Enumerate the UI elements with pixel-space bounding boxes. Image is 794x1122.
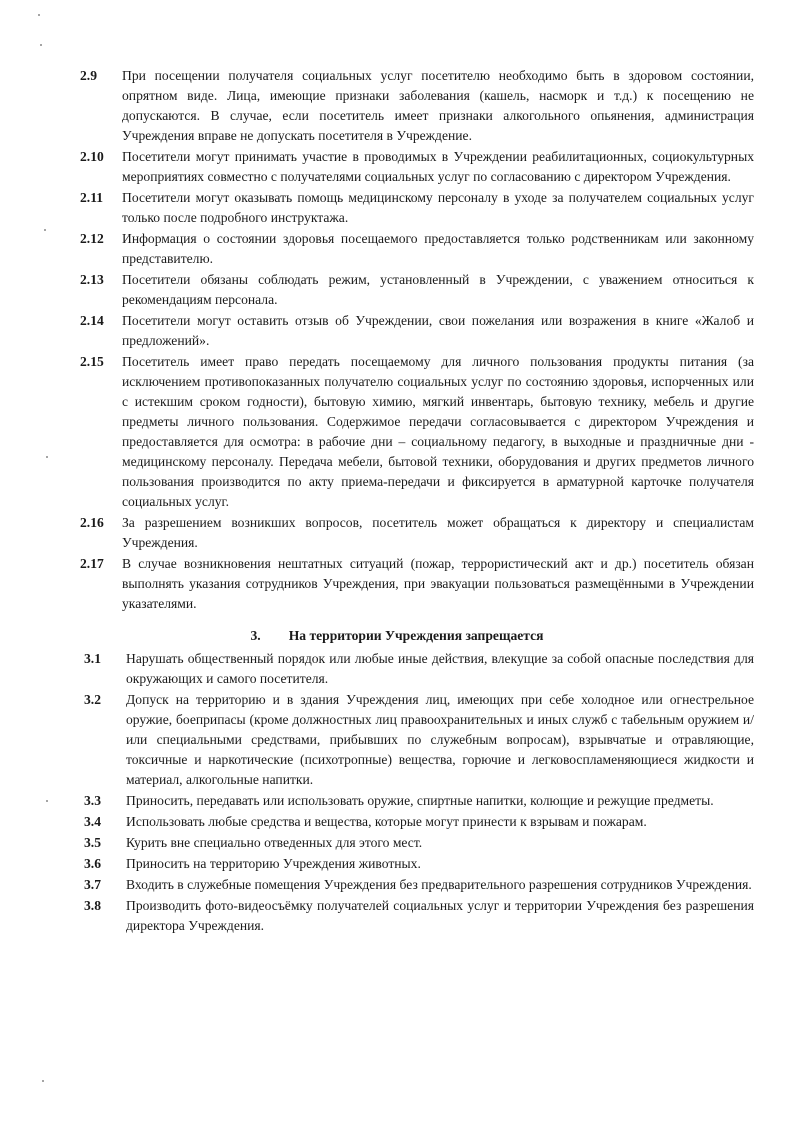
list-item [78, 649, 754, 689]
item-text: Посетители могут оказывать помощь медицинскому персоналу в уходе за получателем социальных услуг только после подробного инструктажа. [122, 190, 754, 225]
section-2-list [78, 66, 754, 615]
scan-speck [46, 800, 48, 802]
item-number: 3.2 [84, 692, 101, 707]
item-number: 2.13 [80, 272, 104, 287]
item-text: Нарушать общественный порядок или любые иные действия, влекущие за собой опасные последствия для окружающих и самого посетителя. [126, 651, 754, 686]
scan-speck [44, 229, 46, 231]
item-number: 2.11 [80, 190, 104, 205]
item-number: 2.17 [80, 556, 104, 571]
item-text: При посещении получателя социальных услуг посетителю необходимо быть в здоровом состоянии, опрятном виде. Лица, имеющие признаки заболевания (кашель, насморк и т.д.) к посещению не допускаются. В случае, если посетитель имеет признаки алкогольного опьянения, администрация Учреждения вправе не допускать посетителя в Учреждение. [122, 68, 754, 143]
item-number: 2.16 [80, 515, 104, 530]
section-title: На территории Учреждения запрещается [288, 628, 544, 643]
list-item [78, 812, 754, 832]
scan-speck [42, 1080, 44, 1082]
section-3-list [78, 649, 754, 937]
list-item [78, 147, 754, 187]
item-text: Приносить на территорию Учреждения животных. [126, 856, 421, 871]
item-text: Входить в служебные помещения Учреждения без предварительного разрешения сотрудников Учреждения. [126, 877, 752, 892]
item-number: 2.9 [80, 68, 97, 83]
list-item [78, 188, 754, 228]
list-item [78, 896, 754, 936]
item-text: За разрешением возникших вопросов, посетитель может обращаться к директору и специалистам Учреждения. [122, 515, 754, 550]
list-item [78, 854, 754, 874]
list-item [78, 791, 754, 811]
list-item [78, 833, 754, 853]
scan-speck [46, 456, 48, 458]
list-item [78, 513, 754, 553]
item-number: 3.7 [84, 877, 101, 892]
item-number: 3.5 [84, 835, 101, 850]
item-number: 3.1 [84, 651, 101, 666]
list-item [78, 66, 754, 146]
item-number: 3.3 [84, 793, 101, 808]
item-text: Информация о состоянии здоровья посещаемого предоставляется только родственникам или законному представителю. [122, 231, 754, 266]
list-item [78, 229, 754, 269]
item-text: Посетители могут оставить отзыв об Учреждении, свои пожелания или возражения в книге «Жалоб и предложений». [122, 313, 754, 348]
item-text: Приносить, передавать или использовать оружие, спиртные напитки, колющие и режущие предметы. [126, 793, 714, 808]
section-3-heading [0, 626, 794, 646]
item-text: Курить вне специально отведенных для этого мест. [126, 835, 423, 850]
scan-speck [38, 14, 40, 16]
scan-speck [40, 44, 42, 46]
list-item [78, 875, 754, 895]
list-item [78, 311, 754, 351]
item-number: 2.15 [80, 354, 104, 369]
section-number: 3. [250, 628, 261, 643]
item-number: 3.4 [84, 814, 101, 829]
item-text: В случае возникновения нештатных ситуаций (пожар, террористический акт и др.) посетитель обязан выполнять указания сотрудников Учреждения, при эвакуации пользоваться размещёнными в Учреждении указателями. [122, 556, 754, 611]
list-item [78, 690, 754, 790]
item-text: Посетители обязаны соблюдать режим, установленный в Учреждении, с уважением относиться к рекомендациям персонала. [122, 272, 754, 307]
item-number: 2.10 [80, 149, 104, 164]
item-text: Допуск на территорию и в здания Учреждения лиц, имеющих при себе холодное или огнестрельное оружие, боеприпасы (кроме должностных лиц правоохранительных и иных служб с табельным оружием и/или специальными средствами, прибывших по служебным вопросам), взрывчатые и отравляющие, токсичные и наркотические (психотропные) вещества, горючие и легковоспламеняющиеся жидкости и материал, алкогольные напитки. [126, 692, 754, 787]
item-text: Производить фото-видеосъёмку получателей социальных услуг и территории Учреждения без разрешения директора Учреждения. [126, 898, 754, 933]
list-item [78, 270, 754, 310]
item-number: 2.12 [80, 231, 104, 246]
item-text: Посетитель имеет право передать посещаемому для личного пользования продукты питания (за исключением противопоказанных получателю социальных услуг по состоянию здоровья, испорченных или с истекшим сроком годности), бытовую химию, мягкий инвентарь, бытовую технику, мебель и другие предметы личного пользования. Содержимое передачи согласовывается с директором Учреждения и предоставляется для осмотра: в рабочие дни – социальному педагогу, в выходные и праздничные дни - медицинскому персоналу. Передача мебели, бытовой техники, оборудования и других предметов личного пользования производится по акту приема-передачи и фиксируется в арматурной карточке получателя социальных услуг. [122, 354, 754, 509]
item-number: 2.14 [80, 313, 104, 328]
item-number: 3.6 [84, 856, 101, 871]
list-item [78, 554, 754, 614]
list-item [78, 352, 754, 512]
item-text: Использовать любые средства и вещества, которые могут принести к взрывам и пожарам. [126, 814, 647, 829]
item-text: Посетители могут принимать участие в проводимых в Учреждении реабилитационных, социокультурных мероприятиях совместно с получателями социальных услуг по согласованию с директором Учреждения. [122, 149, 754, 184]
item-number: 3.8 [84, 898, 101, 913]
